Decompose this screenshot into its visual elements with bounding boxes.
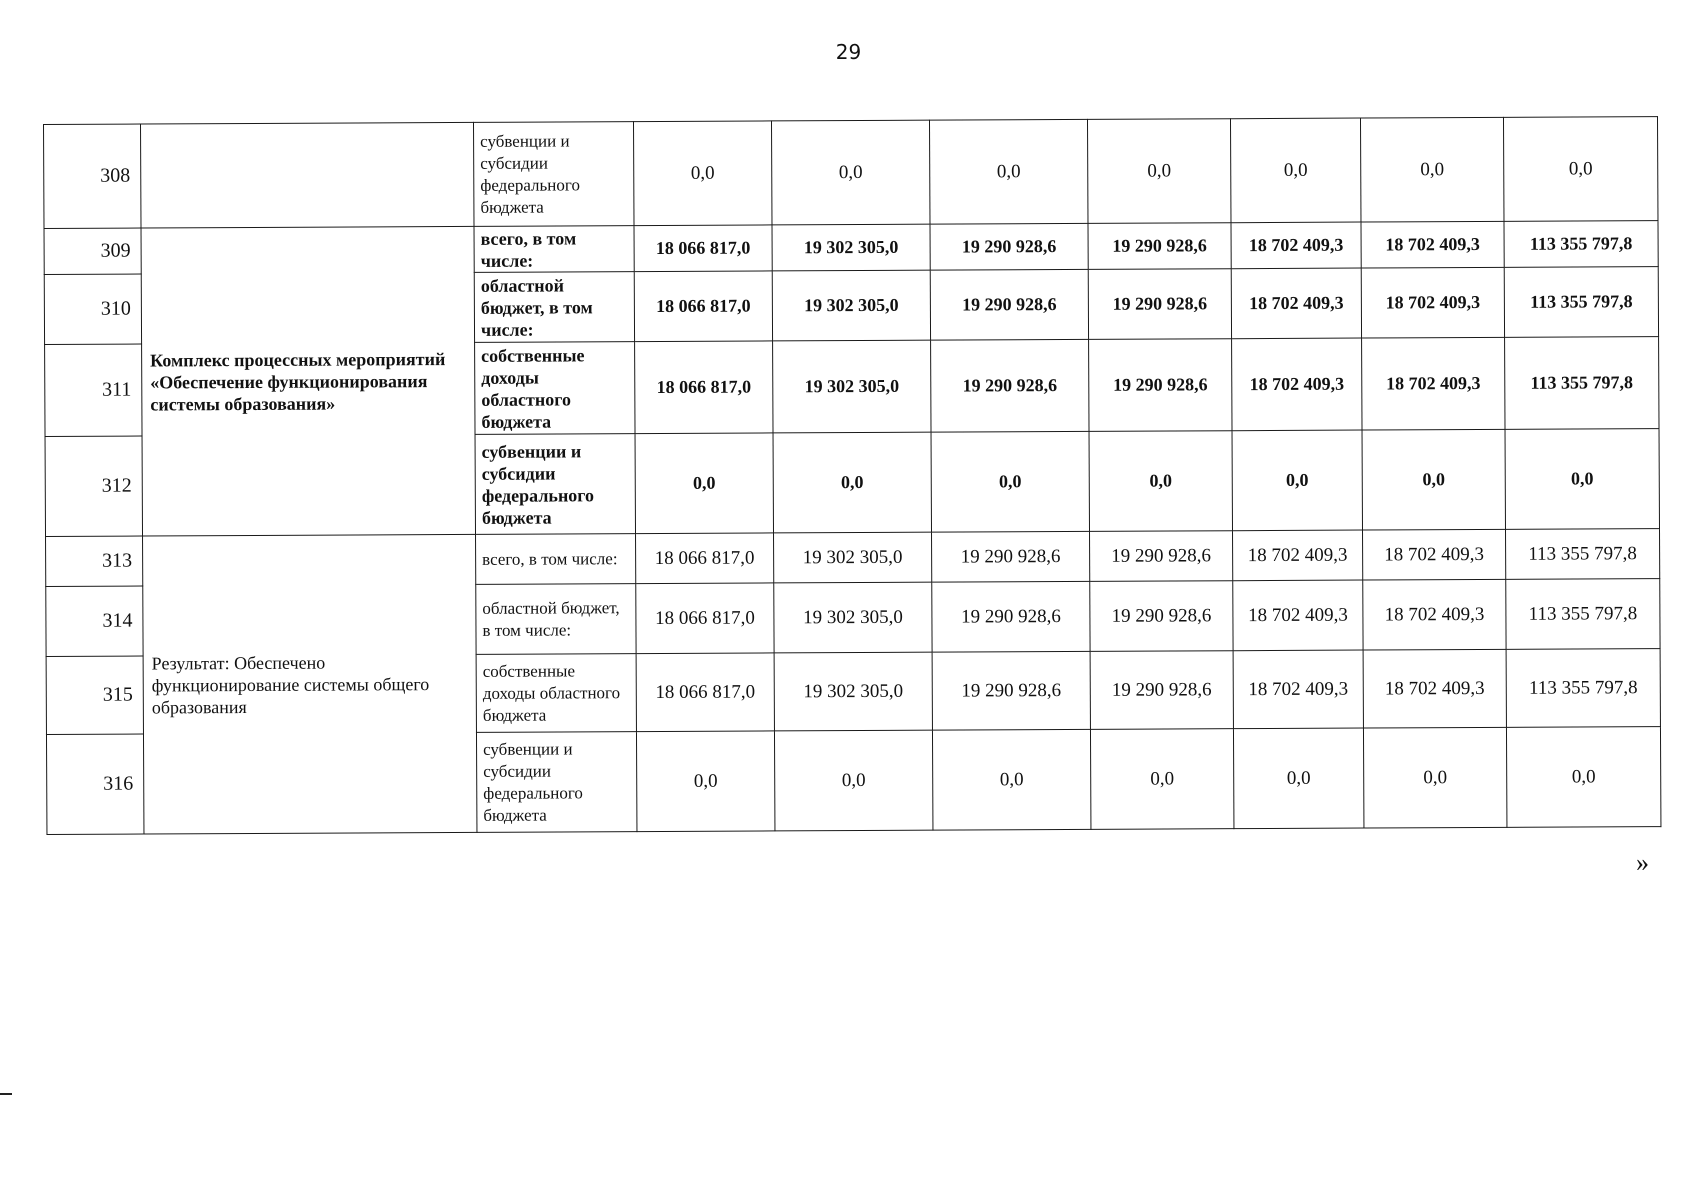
funding-source: всего, в том числе: xyxy=(476,534,636,585)
value-cell: 0,0 xyxy=(635,433,773,534)
value-cell: 19 302 305,0 xyxy=(772,270,930,341)
funding-source: собственные доходы областного бюджета xyxy=(476,654,636,733)
closing-quote-mark: » xyxy=(1636,848,1649,877)
value-cell: 18 066 817,0 xyxy=(634,225,772,272)
value-cell: 18 702 409,3 xyxy=(1361,267,1504,338)
value-cell: 0,0 xyxy=(1089,431,1232,532)
funding-source: областной бюджет, в том числе: xyxy=(474,272,634,343)
value-cell: 19 302 305,0 xyxy=(774,532,932,583)
table-row xyxy=(44,117,1658,229)
table-row xyxy=(44,221,1658,275)
value-cell: 18 066 817,0 xyxy=(634,271,772,342)
value-cell: 0,0 xyxy=(931,431,1089,532)
value-cell: 19 290 928,6 xyxy=(930,223,1088,270)
value-cell: 19 290 928,6 xyxy=(1090,531,1233,582)
value-cell: 0,0 xyxy=(773,432,931,533)
value-cell: 0,0 xyxy=(633,121,772,226)
value-cell: 18 066 817,0 xyxy=(636,653,774,732)
value-cell: 0,0 xyxy=(1506,727,1660,828)
value-cell: 0,0 xyxy=(1090,729,1233,830)
value-cell: 0,0 xyxy=(1087,119,1231,224)
value-cell: 18 702 409,3 xyxy=(1233,530,1363,581)
value-cell: 18 702 409,3 xyxy=(1231,268,1361,339)
group-name-complex: Комплекс процессных мероприятий «Обеспечение функционирования системы образования» xyxy=(141,226,476,536)
row-name-empty xyxy=(141,122,475,228)
value-cell: 18 702 409,3 xyxy=(1231,222,1361,269)
value-cell: 19 302 305,0 xyxy=(774,652,932,731)
row-number: 314 xyxy=(46,586,143,656)
funding-source: субвенции и субсидии федерального бюджета xyxy=(473,122,634,227)
funding-source: собственные доходы областного бюджета xyxy=(475,342,635,435)
value-cell: 0,0 xyxy=(929,119,1088,224)
row-number: 316 xyxy=(46,734,143,834)
value-cell: 113 355 797,8 xyxy=(1506,579,1660,650)
value-cell: 19 302 305,0 xyxy=(773,340,931,433)
value-cell: 113 355 797,8 xyxy=(1505,337,1659,430)
funding-source: субвенции и субсидии федерального бюджета xyxy=(475,434,635,535)
value-cell: 0,0 xyxy=(1232,430,1362,531)
value-cell: 18 066 817,0 xyxy=(636,583,774,654)
value-cell: 19 290 928,6 xyxy=(931,339,1089,432)
value-cell: 0,0 xyxy=(774,730,932,831)
value-cell: 0,0 xyxy=(1505,429,1659,530)
value-cell: 18 702 409,3 xyxy=(1363,579,1506,650)
page-number: 29 xyxy=(835,40,862,64)
value-cell: 0,0 xyxy=(1360,117,1504,222)
value-cell: 0,0 xyxy=(1363,727,1506,828)
value-cell: 0,0 xyxy=(771,120,930,225)
value-cell: 0,0 xyxy=(1503,117,1658,222)
value-cell: 19 290 928,6 xyxy=(1090,651,1233,730)
value-cell: 19 290 928,6 xyxy=(932,531,1090,582)
value-cell: 19 290 928,6 xyxy=(930,269,1088,340)
value-cell: 19 290 928,6 xyxy=(1090,581,1233,652)
value-cell: 18 702 409,3 xyxy=(1233,650,1363,729)
budget-table xyxy=(43,116,1661,835)
value-cell: 0,0 xyxy=(932,729,1090,830)
group-name-result: Результат: Обеспечено функционирование системы общего образования xyxy=(143,534,477,834)
row-number: 311 xyxy=(45,344,142,436)
value-cell: 18 702 409,3 xyxy=(1232,338,1362,431)
value-cell: 18 066 817,0 xyxy=(636,533,774,584)
value-cell: 113 355 797,8 xyxy=(1505,529,1659,580)
funding-source: субвенции и субсидии федерального бюджета xyxy=(476,732,636,833)
value-cell: 113 355 797,8 xyxy=(1504,221,1658,268)
value-cell: 18 702 409,3 xyxy=(1363,649,1506,728)
value-cell: 18 702 409,3 xyxy=(1233,580,1363,651)
funding-source: всего, в том числе: xyxy=(474,226,634,273)
row-number: 313 xyxy=(46,536,143,586)
value-cell: 19 290 928,6 xyxy=(1089,339,1232,432)
value-cell: 19 290 928,6 xyxy=(932,651,1090,730)
value-cell: 18 066 817,0 xyxy=(635,341,773,434)
value-cell: 0,0 xyxy=(1233,728,1363,829)
value-cell: 113 355 797,8 xyxy=(1504,267,1658,338)
value-cell: 19 290 928,6 xyxy=(1088,223,1231,270)
margin-dash xyxy=(0,1093,12,1095)
value-cell: 113 355 797,8 xyxy=(1506,649,1660,728)
row-number: 312 xyxy=(45,436,142,536)
value-cell: 0,0 xyxy=(1230,118,1361,223)
value-cell: 19 302 305,0 xyxy=(774,582,932,653)
value-cell: 19 290 928,6 xyxy=(1088,269,1231,340)
value-cell: 18 702 409,3 xyxy=(1363,529,1506,580)
row-number: 308 xyxy=(44,124,142,228)
value-cell: 19 302 305,0 xyxy=(772,224,930,271)
table-row xyxy=(46,529,1660,587)
row-number: 315 xyxy=(46,656,143,734)
row-number: 310 xyxy=(44,274,141,344)
value-cell: 19 290 928,6 xyxy=(932,581,1090,652)
value-cell: 18 702 409,3 xyxy=(1361,221,1504,268)
value-cell: 0,0 xyxy=(1362,429,1505,530)
funding-source: областной бюджет, в том числе: xyxy=(476,584,636,655)
value-cell: 0,0 xyxy=(636,731,774,832)
value-cell: 18 702 409,3 xyxy=(1362,337,1505,430)
row-number: 309 xyxy=(44,228,141,274)
